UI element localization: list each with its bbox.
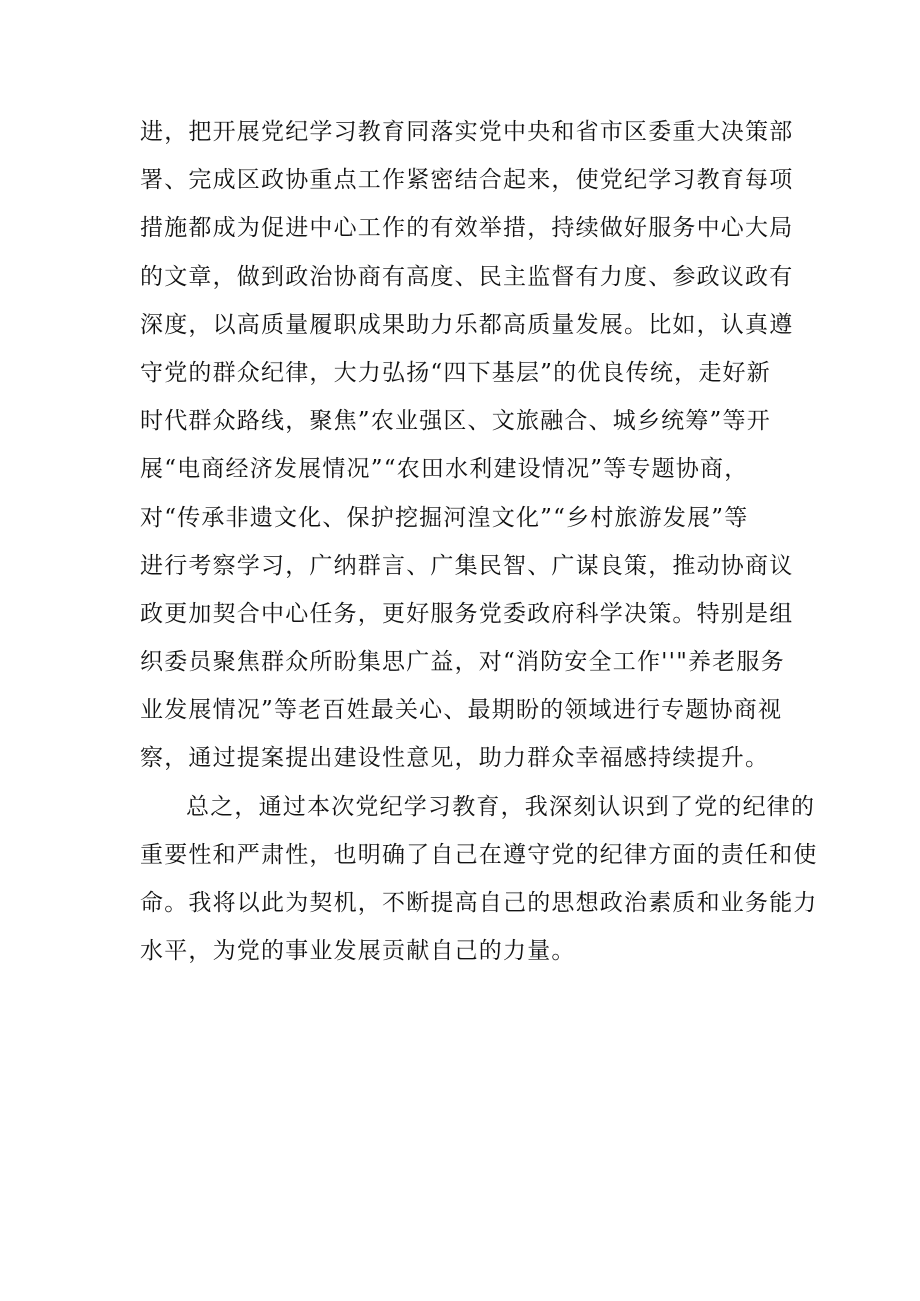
text-line: 进行考察学习，广纳群言、广集民智、广谋良策，推动协商议 (140, 552, 794, 579)
text-line: 署、完成区政协重点工作紧密结合起来，使党纪学习教育每项 (140, 167, 794, 194)
text-line: 深度，以高质量履职成果助力乐都高质量发展。比如，认真遵 (140, 311, 794, 338)
text-line: 重要性和严肃性，也明确了自己在遵守党的纪律方面的责任和使 (140, 841, 818, 868)
text-line: 政更加契合中心任务，更好服务党委政府科学决策。特别是组 (140, 600, 794, 627)
text-line: 对“传承非遗文化、保护挖掘河湟文化”“乡村旅游发展”等 (140, 504, 749, 531)
text-line: 察，通过提案提出建设性意见，助力群众幸福感持续提升。 (140, 745, 770, 772)
text-line: 业发展情况”等老百姓最关心、最期盼的领域进行专题协商视 (140, 697, 783, 724)
document-body (140, 108, 818, 975)
text-line: 的文章，做到政治协商有高度、民主监督有力度、参政议政有 (140, 263, 794, 290)
text-line: 时代群众路线，聚焦”农业强区、文旅融合、城乡统筹”等开 (140, 408, 771, 435)
text-line: 命。我将以此为契机，不断提高自己的思想政治素质和业务能力 (140, 890, 818, 916)
text-line: 守党的群众纪律，大力弘扬“四下基层”的优良传统，走好新 (140, 359, 771, 386)
text-line: 展“电商经济发展情况”“农田水利建设情况”等专题协商， (140, 456, 749, 483)
text-line: 水平，为党的事业发展贡献自己的力量。 (140, 938, 576, 965)
paragraph-first-line: 总之，通过本次党纪学习教育，我深刻认识到了党的纪律的 (186, 793, 816, 820)
text-line: 织委员聚焦群众所盼集思广益，对“消防安全工作''"养老服务 (140, 649, 785, 676)
text-line: 进，把开展党纪学习教育同落实党中央和省市区委重大决策部 (140, 119, 794, 145)
text-line: 措施都成为促进中心工作的有效举措，持续做好服务中心大局 (140, 215, 794, 242)
